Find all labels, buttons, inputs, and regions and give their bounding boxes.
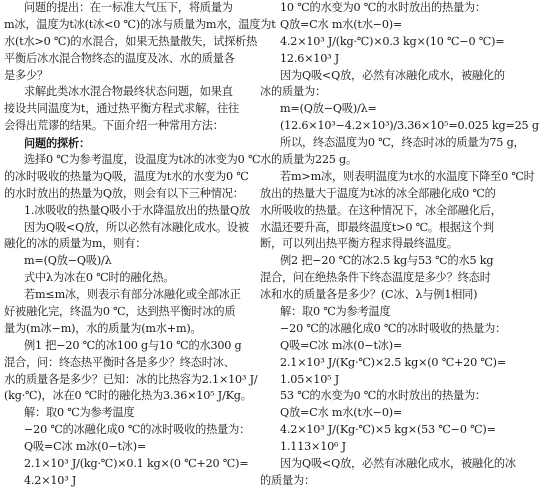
right-text-line: 因为Q吸<Q放，必然有冰融化成水，被融化的	[280, 68, 505, 82]
left-text-line: 选择0 ℃为参考温度，设温度为t冰的冰变为0 ℃	[24, 153, 261, 167]
right-text-line: 12.6×10³ J	[280, 51, 340, 65]
right-text-line: 解：取0 ℃为参考温度	[280, 305, 391, 319]
left-text-line: 量为(m冰−m)，水的质量为(m水+m)。	[4, 321, 202, 335]
right-text-line: 的质量为：	[260, 473, 315, 487]
right-text-line: 53 ℃的水变为0 ℃的水时放出的热量为：	[280, 389, 486, 403]
left-text-line: 接设共同温度为t，通过热平衡方程式求解，往往	[4, 102, 240, 116]
right-text-line: 断，可以列出热平衡方程求得最终温度。	[260, 237, 458, 251]
right-text-line: Q放=C水 m水(t水−0)=	[280, 406, 403, 420]
left-text-line: m冰，温度为t冰(t冰<0 ℃)的冰与质量为m水，温度为t	[4, 17, 276, 31]
right-text-line: m=(Q放−Q吸)/λ=	[280, 102, 377, 116]
left-text-line: 解：取0 ℃为参考温度	[24, 406, 135, 420]
right-text-line: 若m>m冰，则表明温度为t水的水温度下降至0 ℃时	[280, 169, 535, 183]
right-text-line: 水的质量为225 g。	[260, 153, 357, 167]
left-text-line: 融化的冰的质量为m，则有：	[4, 237, 147, 251]
left-text-line: (kg·℃)，冰在0 ℃时的融化热为3.36×10⁵ J/Kg。	[4, 389, 252, 403]
right-column	[260, 0, 539, 490]
right-text-line: 放出的热量大于温度为t冰的冰全部融化成0 ℃的	[260, 186, 496, 200]
left-text-line: 求解此类冰水混合物最终状态问题，如果直	[24, 85, 233, 99]
left-text-line: 水(t水>0 ℃)的水混合，如果无热量散失，试探析热	[4, 34, 258, 48]
left-text-line: 例1 把−20 ℃的冰100 g与10 ℃的水300 g	[24, 338, 242, 352]
right-text-line: 例2 把−20 ℃的冰2.5 kg与53 ℃的水5 kg	[280, 254, 494, 268]
left-text-line: 若m≤m冰，则表示有部分冰融化或全部冰正	[24, 288, 241, 302]
left-text-line: m=(Q放−Q吸)/λ	[24, 254, 112, 268]
left-column	[4, 0, 276, 490]
left-text-line: 平衡后冰水混合物终态的温度及冰、水的质量各	[4, 51, 235, 65]
right-text-line: 所以，终态温度为0 ℃，终态时冰的质量为75 g，	[280, 136, 525, 150]
right-text-line: 水温还要升高，即最终温度t>0 ℃。根据这个判	[260, 220, 494, 234]
left-text-line: 会得出荒谬的结果。下面介绍一种常用方法：	[4, 119, 224, 133]
left-text-line: 问题的提出：在一标准大气压下，将质量为	[24, 1, 233, 14]
right-text-line: 冰的质量为：	[260, 85, 326, 99]
left-text-line: 问题的探析：	[24, 136, 90, 151]
right-text-line: 4.2×10³ J/(kg·℃)×0.3 kg×(10 ℃−0 ℃)=	[280, 34, 505, 48]
right-text-line: 冰和水的质量各是多少？(C冰、λ与例1相同)	[260, 288, 478, 302]
right-text-line: −20 ℃的冰融化成0 ℃的冰时吸收的热量为：	[280, 321, 507, 335]
left-text-line: −20 ℃的冰融化成0 ℃的冰时吸收的热量为：	[24, 423, 251, 437]
right-text-line: 水所吸收的热量。在这种情况下，冰全部融化后，	[260, 203, 502, 217]
right-text-line: 4.2×10³ J/(Kg·℃)×5 kg×(53 ℃−0 ℃)=	[280, 423, 496, 437]
right-text-line: 因为Q吸<Q放，必然有冰融化成水，被融化的冰	[280, 457, 516, 471]
left-text-line: 混合，问：终态热平衡时各是多少？终态时冰、	[4, 355, 235, 369]
left-text-line: 4.2×10³ J	[24, 473, 77, 487]
left-text-line: 2.1×10³ J/(kg·℃)×0.1 kg×(0 ℃+20 ℃)=	[24, 457, 249, 471]
right-text-line: Q吸=C冰 m冰(0−t冰)=	[280, 338, 403, 352]
right-text-line: (12.6×10³−4.2×10³)/3.36×10⁵=0.025 kg=25 g	[280, 119, 539, 133]
right-text-line: 2.1×10³ J/(Kg·℃)×2.5 kg×(0 ℃+20 ℃)=	[280, 355, 507, 369]
left-text-line: 的水时放出的热量为Q放，则会有以下三种情况：	[4, 186, 244, 200]
right-text-line: 10 ℃的水变为0 ℃的水时放出的热量为：	[280, 1, 486, 14]
left-text-line: 因为Q吸<Q放，所以必然有冰融化成水。设被	[24, 220, 249, 234]
right-text-line: Q放=C水 m水(t水−0)=	[280, 17, 403, 31]
left-text-line: 好被融化完，终温为0 ℃，达到热平衡时冰的质	[4, 305, 236, 319]
left-text-line: 式中λ为冰在0 ℃时的融化热。	[24, 271, 175, 285]
right-text-line: 1.113×10⁶ J	[280, 440, 346, 454]
left-text-line: 1.冰吸收的热量Q吸小于水降温放出的热量Q放	[24, 203, 250, 217]
right-text-line: 1.05×10⁵ J	[280, 372, 340, 386]
left-text-line: Q吸=C冰 m冰(0−t冰)=	[24, 440, 147, 454]
left-text-line: 是多少？	[4, 68, 48, 82]
left-text-line: 水的质量各是多少？已知：冰的比热容为2.1×10³ J/	[4, 372, 258, 386]
right-text-line: 混合，问在绝热条件下终态温度是多少？终态时	[260, 271, 491, 285]
left-text-line: 的冰时吸收的热量为Q吸，温度为t水的水变为0 ℃	[4, 169, 249, 183]
